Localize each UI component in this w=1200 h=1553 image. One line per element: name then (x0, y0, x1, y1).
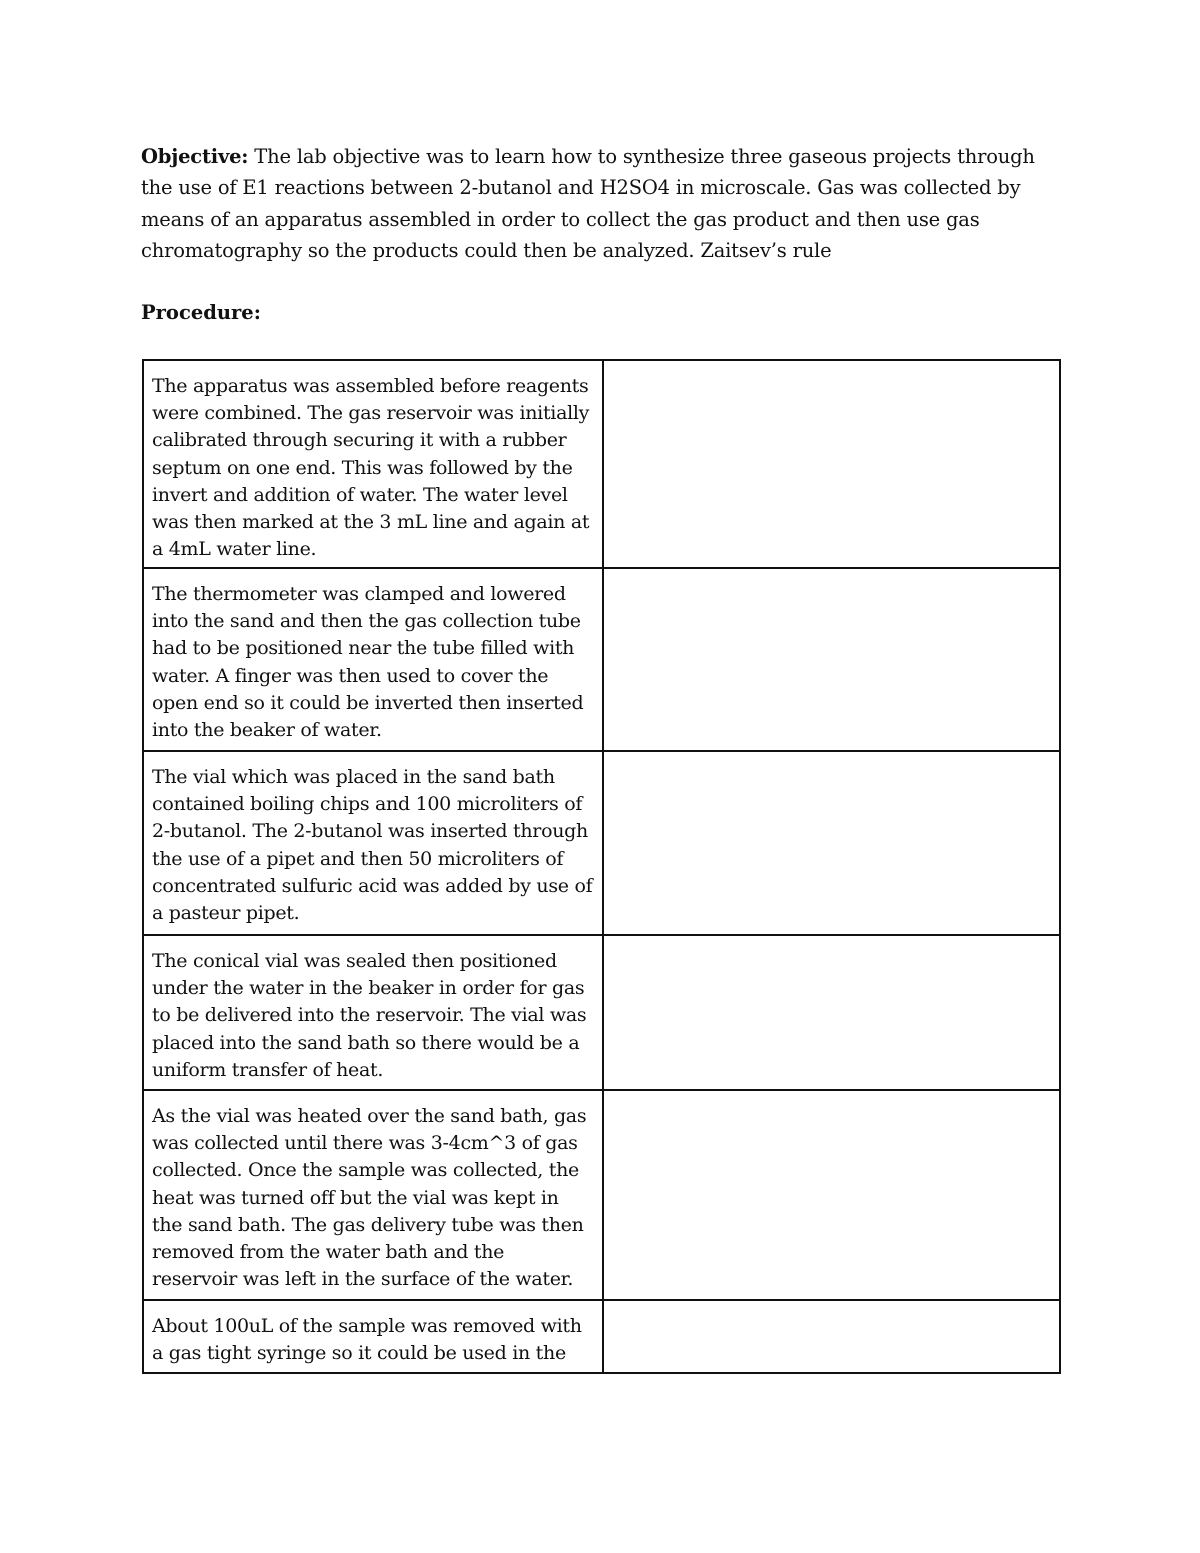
table-row (143, 1300, 1060, 1373)
step-text: The apparatus was assembled before reagents were combined. The gas reservoir was initially calibrated through securing it with a rubber septum on one end. This was followed by the invert and addition of water. The water level was then marked at the 3 mL line and again at a 4mL water line. (152, 375, 590, 561)
step-text: As the vial was heated over the sand bath, gas was collected until there was 3-4cm^3 of gas collected. Once the sample was collected, the heat was turned off but the vial was kept in the sand bath. The gas delivery tube was then removed from the water bath and the reservoir was left in the surface of the water. (152, 1105, 587, 1291)
table-row (143, 935, 1060, 1090)
objective-label: Objective: (141, 145, 249, 168)
step-cell (143, 751, 603, 935)
table-row (143, 360, 1060, 568)
step-text: The vial which was placed in the sand bath contained boiling chips and 100 microliters of 2-butanol. The 2-butanol was inserted through the use of a pipet and then 50 microliters of concentrated sulfuric acid was added by use of a pasteur pipet. (152, 766, 593, 925)
step-text: The conical vial was sealed then positioned under the water in the beaker in order for gas to be delivered into the reservoir. The vial was placed into the sand bath so there would be a uniform transfer of heat. (152, 950, 587, 1081)
table-row (143, 568, 1060, 751)
table-row (143, 1090, 1060, 1300)
step-text: About 100uL of the sample was removed with a gas tight syringe so it could be used in the (152, 1315, 582, 1365)
table-row (143, 751, 1060, 935)
notes-cell (603, 935, 1060, 1090)
procedure-table (142, 359, 1061, 1374)
notes-cell (603, 1300, 1060, 1373)
notes-cell (603, 568, 1060, 751)
step-cell (143, 568, 603, 751)
notes-text (604, 752, 1059, 764)
objective-paragraph (141, 141, 1061, 266)
objective-text: The lab objective was to learn how to synthesize three gaseous projects through the use of E1 reactions between 2-butanol and H2SO4 in microscale. Gas was collected by means of an apparatus assembled in order to collect the gas product and then use gas chromatography so the products could then be analyzed. Zaitsev’s rule (141, 145, 1035, 262)
notes-text (604, 1301, 1059, 1313)
step-text: The thermometer was clamped and lowered into the sand and then the gas collection tube had to be positioned near the tube filled with water. A finger was then used to cover the open end so it could be inverted then inserted into the beaker of water. (152, 583, 584, 742)
step-cell (143, 1300, 603, 1373)
notes-text (604, 1091, 1059, 1103)
notes-text (604, 361, 1059, 373)
notes-cell (603, 360, 1060, 568)
step-cell (143, 360, 603, 568)
step-cell (143, 935, 603, 1090)
step-cell (143, 1090, 603, 1300)
procedure-heading: Procedure: (141, 301, 261, 324)
notes-cell (603, 1090, 1060, 1300)
notes-text (604, 569, 1059, 581)
notes-cell (603, 751, 1060, 935)
notes-text (604, 936, 1059, 948)
